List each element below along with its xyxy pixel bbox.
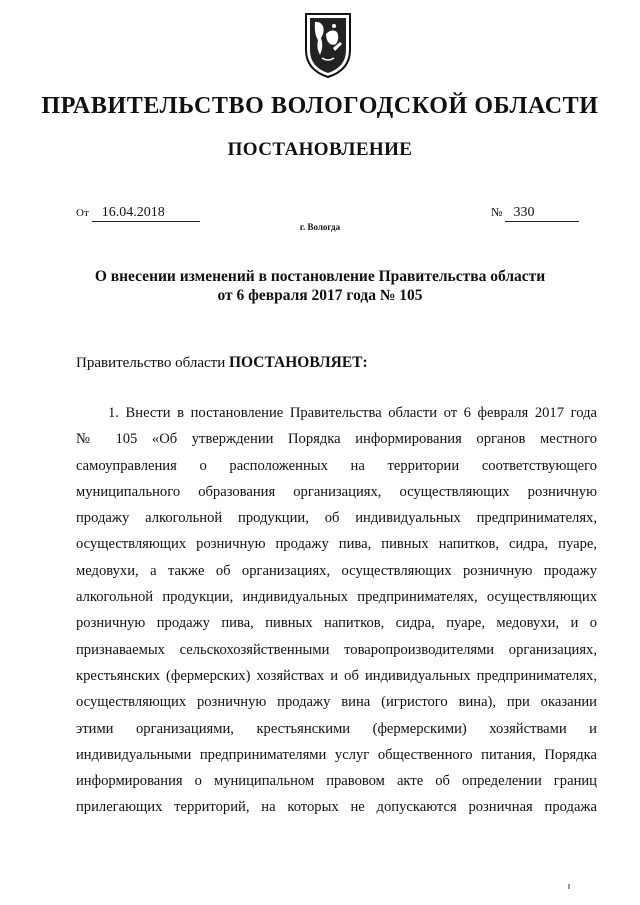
date-value: 16.04.2018	[92, 205, 200, 222]
number-value: 330	[505, 205, 579, 222]
scan-mark	[568, 884, 570, 889]
coat-of-arms-emblem	[302, 10, 354, 80]
body-line: этими организациями, крестьянскими (фермерскими) хозяйствами и	[76, 720, 597, 737]
body-line: осуществляющих розничную продажу вина (игристого вина), при оказании	[76, 694, 597, 711]
preamble	[76, 354, 368, 372]
government-title: ПРАВИТЕЛЬСТВО ВОЛОГОДСКОЙ ОБЛАСТИ	[41, 93, 599, 119]
body-line: № 105 «Об утверждении Порядка информирования органов местного	[76, 431, 597, 448]
preamble-text: Правительство области	[76, 355, 226, 371]
body-line: алкогольной продукции, индивидуальных предпринимателях, осуществляющих	[76, 589, 597, 606]
body-line: осуществляющих розничную продажу пива, пивных напитков, сидра, пуаре,	[76, 536, 597, 553]
date-field	[76, 205, 200, 222]
preamble-decree: ПОСТАНОВЛЯЕТ:	[228, 354, 368, 371]
body-line: признаваемых сельскохозяйственными товаропроизводителями организациях,	[76, 641, 597, 658]
document-subject	[0, 267, 640, 305]
number-label: №	[491, 205, 503, 219]
city-label: г. Вологда	[299, 222, 341, 232]
body-line: индивидуальными предпринимателями услуг общественного питания, Порядка	[76, 746, 597, 763]
body-line: розничную продажу пива, пивных напитков, сидра, пуаре, медовухи, и о	[76, 615, 597, 632]
body-line: 1. Внести в постановление Правительства области от 6 февраля 2017 года	[108, 405, 597, 421]
number-field	[491, 205, 579, 222]
body-line: медовухи, а также об организациях, осуществляющих розничную продажу	[76, 562, 597, 579]
body-line: прилегающих территорий, на которых не допускаются розничная продажа	[76, 799, 597, 816]
document-body	[76, 403, 597, 824]
body-line: самоуправления о расположенных на территории соответствующего	[76, 457, 597, 474]
subject-line: от 6 февраля 2017 года № 105	[217, 287, 423, 304]
date-label: От	[76, 207, 89, 219]
body-line: информирования о муниципальном правовом акте об определении границ	[76, 773, 597, 790]
body-line: крестьянских (фермерских) хозяйствах и об индивидуальных предпринимателях,	[76, 667, 597, 684]
subject-line: О внесении изменений в постановление Правительства области	[94, 268, 546, 285]
document-type: ПОСТАНОВЛЕНИЕ	[227, 139, 413, 160]
body-line: продажу алкогольной продукции, об индивидуальных предпринимателях,	[76, 510, 597, 527]
body-line: муниципального образования организациях, осуществляющих розничную	[76, 483, 597, 500]
